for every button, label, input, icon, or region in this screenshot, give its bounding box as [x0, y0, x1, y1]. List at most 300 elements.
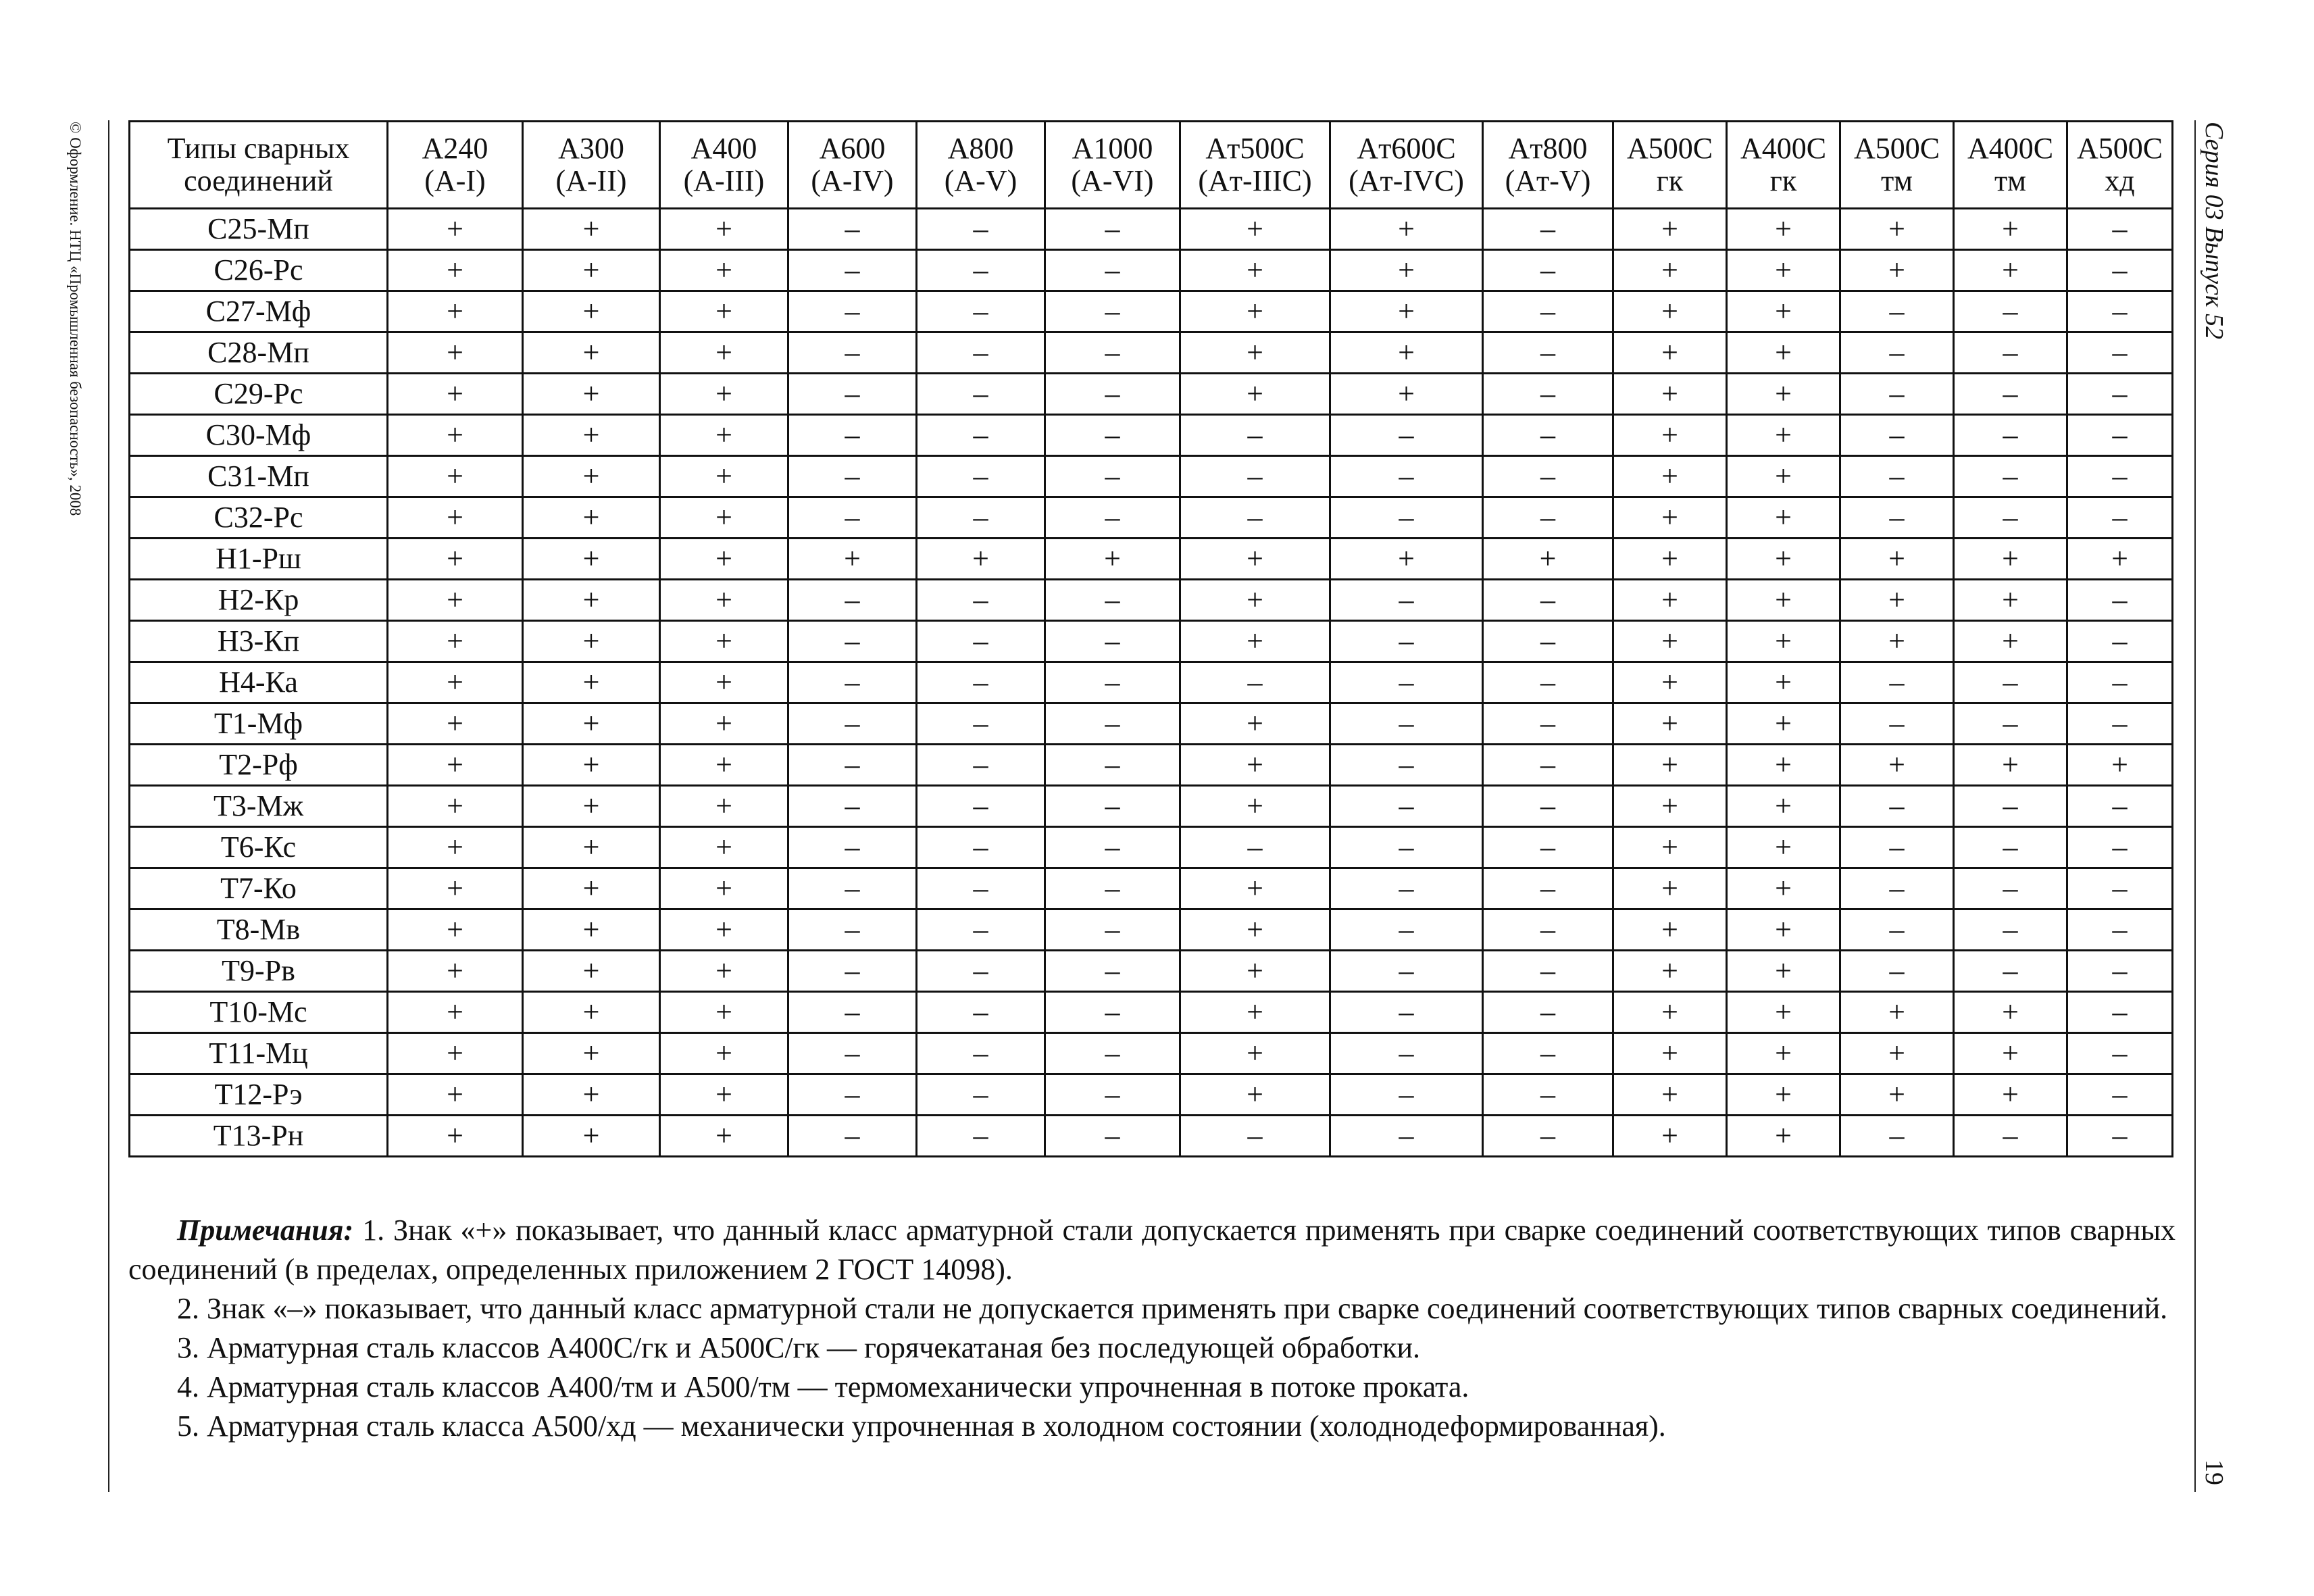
header-line-top: A400C — [1967, 132, 2054, 166]
weld-type-cell: C27-Мф — [130, 291, 388, 332]
compatibility-cell: + — [2067, 745, 2173, 786]
compatibility-cell: + — [1727, 415, 1840, 456]
compatibility-cell: + — [1840, 1074, 1954, 1116]
compatibility-cell: + — [523, 827, 660, 868]
weld-type-cell: T1-Мф — [130, 703, 388, 745]
header-line-bottom: гк — [1769, 164, 1797, 197]
header-line-top: Типы сварных — [167, 132, 350, 166]
compatibility-cell: + — [1727, 497, 1840, 539]
weld-type-cell: T10-Мс — [130, 992, 388, 1033]
compatibility-cell: + — [1727, 951, 1840, 992]
compatibility-cell: + — [1613, 909, 1727, 951]
compatibility-cell: + — [388, 456, 523, 497]
compatibility-cell: – — [1045, 250, 1180, 291]
compatibility-cell: – — [1483, 909, 1613, 951]
compatibility-cell: + — [660, 250, 788, 291]
compatibility-cell: + — [1954, 621, 2067, 662]
compatibility-cell: + — [388, 1116, 523, 1157]
compatibility-cell: + — [660, 1116, 788, 1157]
header-steel-class — [2067, 122, 2173, 209]
compatibility-cell: – — [917, 497, 1045, 539]
compatibility-cell: + — [523, 1116, 660, 1157]
compatibility-cell: + — [660, 209, 788, 250]
compatibility-cell: – — [1840, 374, 1954, 415]
compatibility-cell: – — [788, 1033, 917, 1074]
weld-type-cell: C26-Рс — [130, 250, 388, 291]
header-line-top: A240 — [422, 132, 488, 166]
compatibility-cell: + — [660, 1033, 788, 1074]
weld-type-cell: T13-Рн — [130, 1116, 388, 1157]
compatibility-cell: – — [1483, 250, 1613, 291]
compatibility-cell: + — [523, 868, 660, 909]
compatibility-cell: – — [1330, 951, 1483, 992]
header-line-bottom: (A-VI) — [1071, 164, 1154, 197]
table-row — [130, 456, 2173, 497]
note-1-text: 1. Знак «+» показывает, что данный класс арматурной стали допускается применять при сварке соединений соответствующих типов сварных соединений (в пределах, определенных приложением 2 ГОСТ 14098). — [128, 1214, 2176, 1286]
compatibility-cell: – — [1954, 827, 2067, 868]
header-line-bottom: (A-III) — [683, 164, 765, 197]
weld-type-cell: T12-Рэ — [130, 1074, 388, 1116]
compatibility-cell: – — [788, 1116, 917, 1157]
header-line-top: A400 — [690, 132, 757, 166]
page-number: 19 — [2200, 1460, 2228, 1485]
compatibility-cell: + — [1613, 374, 1727, 415]
compatibility-cell: + — [388, 539, 523, 580]
compatibility-cell: + — [660, 497, 788, 539]
compatibility-cell: + — [1613, 621, 1727, 662]
compatibility-cell: – — [917, 1033, 1045, 1074]
header-steel-class — [788, 122, 917, 209]
compatibility-cell: – — [1483, 662, 1613, 703]
weld-type-cell: T3-Мж — [130, 786, 388, 827]
compatibility-cell: + — [523, 1074, 660, 1116]
compatibility-cell: – — [788, 909, 917, 951]
weld-type-cell: T8-Мв — [130, 909, 388, 951]
compatibility-cell: + — [660, 662, 788, 703]
page-number-sidebar — [2199, 1460, 2233, 1507]
compatibility-cell: + — [523, 209, 660, 250]
right-margin-rule — [2194, 120, 2196, 1492]
compatibility-cell: + — [388, 250, 523, 291]
compatibility-cell: + — [1180, 1074, 1330, 1116]
compatibility-cell: – — [2067, 909, 2173, 951]
compatibility-cell: + — [1613, 703, 1727, 745]
table-row — [130, 497, 2173, 539]
note-1 — [128, 1211, 2175, 1289]
header-line-bottom: хд — [2105, 164, 2135, 197]
compatibility-cell: + — [523, 580, 660, 621]
compatibility-cell: + — [660, 745, 788, 786]
header-steel-class — [1045, 122, 1180, 209]
series-sidebar — [2199, 122, 2233, 365]
compatibility-cell: – — [1045, 621, 1180, 662]
weld-compatibility-table — [128, 120, 2173, 1157]
compatibility-cell: + — [1613, 745, 1727, 786]
weld-type-cell: H2-Кр — [130, 580, 388, 621]
compatibility-cell: + — [1613, 580, 1727, 621]
weld-type-cell: T2-Рф — [130, 745, 388, 786]
weld-type-cell: C28-Мп — [130, 332, 388, 374]
compatibility-cell: + — [523, 539, 660, 580]
table-header-row — [130, 122, 2173, 209]
compatibility-cell: – — [2067, 209, 2173, 250]
compatibility-cell: + — [1840, 250, 1954, 291]
compatibility-cell: – — [1840, 951, 1954, 992]
compatibility-cell: – — [2067, 332, 2173, 374]
compatibility-cell: + — [1180, 1033, 1330, 1074]
compatibility-cell: – — [2067, 291, 2173, 332]
header-steel-class — [388, 122, 523, 209]
compatibility-cell: – — [788, 374, 917, 415]
compatibility-cell: + — [1045, 539, 1180, 580]
compatibility-cell: + — [1180, 291, 1330, 332]
compatibility-cell: – — [1045, 1074, 1180, 1116]
compatibility-cell: – — [1330, 868, 1483, 909]
compatibility-cell: – — [788, 827, 917, 868]
compatibility-cell: + — [1840, 745, 1954, 786]
header-line-top: A300 — [558, 132, 624, 166]
compatibility-cell: – — [1483, 992, 1613, 1033]
compatibility-cell: – — [1483, 1116, 1613, 1157]
compatibility-cell: – — [1330, 621, 1483, 662]
compatibility-cell: + — [1727, 621, 1840, 662]
compatibility-cell: + — [523, 745, 660, 786]
compatibility-cell: + — [1180, 786, 1330, 827]
table-row — [130, 951, 2173, 992]
compatibility-cell: – — [788, 703, 917, 745]
compatibility-cell: – — [1045, 662, 1180, 703]
compatibility-cell: + — [1727, 1116, 1840, 1157]
compatibility-cell: – — [1330, 1074, 1483, 1116]
compatibility-cell: – — [2067, 1116, 2173, 1157]
compatibility-cell: – — [2067, 415, 2173, 456]
compatibility-cell: – — [1840, 497, 1954, 539]
header-line-top: A400C — [1740, 132, 1827, 166]
compatibility-cell: – — [1330, 703, 1483, 745]
compatibility-cell: + — [523, 951, 660, 992]
compatibility-cell: + — [388, 497, 523, 539]
compatibility-cell: – — [788, 250, 917, 291]
compatibility-cell: – — [1045, 868, 1180, 909]
compatibility-cell: + — [1727, 827, 1840, 868]
header-line-top: Aт500C — [1205, 132, 1305, 166]
compatibility-cell: + — [1954, 1074, 2067, 1116]
compatibility-cell: + — [388, 291, 523, 332]
compatibility-cell: + — [917, 539, 1045, 580]
compatibility-cell: + — [660, 827, 788, 868]
compatibility-cell: – — [1954, 497, 2067, 539]
header-line-bottom: (A-II) — [555, 164, 627, 197]
compatibility-cell: + — [523, 250, 660, 291]
compatibility-cell: – — [1330, 745, 1483, 786]
compatibility-cell: + — [1613, 539, 1727, 580]
weld-type-cell: H1-Рш — [130, 539, 388, 580]
compatibility-cell: – — [1180, 827, 1330, 868]
compatibility-cell: + — [1613, 209, 1727, 250]
compatibility-cell: + — [1180, 332, 1330, 374]
compatibility-cell: – — [1330, 456, 1483, 497]
compatibility-cell: + — [1180, 374, 1330, 415]
header-line-top: A500C — [1626, 132, 1713, 166]
table-row — [130, 580, 2173, 621]
compatibility-cell: + — [523, 786, 660, 827]
header-line-bottom: гк — [1656, 164, 1684, 197]
compatibility-cell: + — [388, 374, 523, 415]
compatibility-cell: – — [1045, 332, 1180, 374]
compatibility-cell: + — [523, 456, 660, 497]
compatibility-cell: + — [1330, 291, 1483, 332]
compatibility-cell: + — [388, 580, 523, 621]
compatibility-cell: – — [1330, 786, 1483, 827]
compatibility-cell: + — [660, 456, 788, 497]
header-line-top: A500C — [2076, 132, 2163, 166]
note-3: 3. Арматурная сталь классов A400C/гк и A500C/гк — горячекатаная без последующей обработки. — [177, 1331, 1421, 1364]
compatibility-cell: – — [788, 868, 917, 909]
header-line-top: A600 — [819, 132, 886, 166]
header-line-bottom: (Aт-V) — [1505, 164, 1591, 197]
compatibility-cell: – — [1045, 415, 1180, 456]
compatibility-cell: + — [523, 1033, 660, 1074]
compatibility-cell: – — [917, 868, 1045, 909]
compatibility-cell: – — [1840, 703, 1954, 745]
compatibility-cell: – — [1840, 786, 1954, 827]
compatibility-cell: + — [1330, 332, 1483, 374]
compatibility-cell: – — [1330, 909, 1483, 951]
compatibility-cell: + — [1954, 745, 2067, 786]
header-steel-class — [1180, 122, 1330, 209]
compatibility-cell: – — [1483, 1074, 1613, 1116]
compatibility-cell: + — [523, 497, 660, 539]
header-steel-class — [1727, 122, 1840, 209]
compatibility-cell: + — [1180, 621, 1330, 662]
compatibility-cell: + — [1727, 1033, 1840, 1074]
compatibility-cell: + — [1727, 703, 1840, 745]
compatibility-cell: + — [660, 580, 788, 621]
compatibility-cell: + — [388, 662, 523, 703]
compatibility-cell: – — [1045, 703, 1180, 745]
compatibility-cell: + — [388, 332, 523, 374]
compatibility-cell: + — [1483, 539, 1613, 580]
compatibility-cell: + — [660, 332, 788, 374]
weld-type-cell: C32-Рс — [130, 497, 388, 539]
compatibility-cell: + — [1840, 621, 1954, 662]
compatibility-cell: – — [2067, 992, 2173, 1033]
header-line-top: A500C — [1853, 132, 1940, 166]
compatibility-cell: + — [523, 992, 660, 1033]
compatibility-cell: – — [1045, 1033, 1180, 1074]
compatibility-cell: – — [1483, 951, 1613, 992]
compatibility-cell: – — [1483, 415, 1613, 456]
compatibility-cell: – — [2067, 580, 2173, 621]
compatibility-cell: – — [2067, 703, 2173, 745]
compatibility-cell: + — [1613, 415, 1727, 456]
compatibility-cell: – — [788, 332, 917, 374]
table-row — [130, 703, 2173, 745]
compatibility-cell: – — [1483, 786, 1613, 827]
compatibility-cell: – — [917, 621, 1045, 662]
compatibility-cell: + — [1727, 745, 1840, 786]
compatibility-cell: – — [1840, 291, 1954, 332]
compatibility-cell: – — [788, 745, 917, 786]
compatibility-cell: – — [1954, 374, 2067, 415]
weld-type-cell: C31-Мп — [130, 456, 388, 497]
compatibility-cell: + — [1330, 539, 1483, 580]
table-body — [130, 209, 2173, 1157]
compatibility-cell: – — [788, 786, 917, 827]
series-text: Серия 03 Выпуск 52 — [2200, 122, 2228, 340]
compatibility-cell: + — [2067, 539, 2173, 580]
compatibility-cell: + — [1330, 209, 1483, 250]
note-5: 5. Арматурная сталь класса A500/хд — механически упрочненная в холодном состоянии (холоднодеформированная). — [177, 1410, 1666, 1443]
note-2: 2. Знак «–» показывает, что данный класс арматурной стали не допускается применять при сварке соединений соответствующих типов сварных соединений. — [177, 1292, 2168, 1325]
compatibility-cell: – — [917, 291, 1045, 332]
compatibility-cell: – — [788, 621, 917, 662]
header-type-column — [130, 122, 388, 209]
compatibility-cell: – — [1840, 662, 1954, 703]
compatibility-cell: + — [388, 745, 523, 786]
compatibility-cell: – — [917, 909, 1045, 951]
copyright-text: © Оформление. НТЦ «Промышленная безопасность», 2008 — [67, 122, 84, 516]
header-line-bottom: (Aт-IIIC) — [1198, 164, 1312, 197]
compatibility-cell: – — [1330, 992, 1483, 1033]
compatibility-cell: – — [917, 374, 1045, 415]
compatibility-cell: + — [1954, 580, 2067, 621]
compatibility-cell: + — [388, 786, 523, 827]
header-steel-class — [1483, 122, 1613, 209]
compatibility-cell: + — [1727, 456, 1840, 497]
compatibility-cell: + — [1613, 291, 1727, 332]
notes-label: Примечания: — [177, 1214, 354, 1247]
compatibility-cell: + — [1840, 992, 1954, 1033]
compatibility-cell: – — [1954, 332, 2067, 374]
compatibility-cell: – — [2067, 786, 2173, 827]
compatibility-cell: + — [1613, 1074, 1727, 1116]
header-steel-class — [1840, 122, 1954, 209]
compatibility-cell: + — [1180, 992, 1330, 1033]
compatibility-cell: + — [1727, 374, 1840, 415]
compatibility-cell: + — [523, 374, 660, 415]
table-row — [130, 662, 2173, 703]
compatibility-cell: – — [917, 662, 1045, 703]
header-line-top: Aт800 — [1508, 132, 1588, 166]
compatibility-cell: – — [1954, 1116, 2067, 1157]
compatibility-cell: – — [1330, 1116, 1483, 1157]
compatibility-cell: – — [917, 1116, 1045, 1157]
compatibility-cell: + — [1613, 250, 1727, 291]
compatibility-cell: + — [1180, 745, 1330, 786]
compatibility-cell: – — [917, 415, 1045, 456]
compatibility-cell: + — [1840, 539, 1954, 580]
compatibility-cell: – — [1330, 580, 1483, 621]
compatibility-cell: + — [388, 1074, 523, 1116]
compatibility-cell: + — [1180, 209, 1330, 250]
compatibility-cell: + — [1727, 992, 1840, 1033]
compatibility-cell: + — [1180, 703, 1330, 745]
table-row — [130, 1116, 2173, 1157]
compatibility-cell: + — [1727, 580, 1840, 621]
compatibility-cell: – — [1483, 703, 1613, 745]
compatibility-cell: – — [1483, 291, 1613, 332]
compatibility-cell: + — [1613, 786, 1727, 827]
compatibility-cell: + — [660, 951, 788, 992]
compatibility-cell: – — [788, 415, 917, 456]
compatibility-cell: + — [1954, 539, 2067, 580]
compatibility-cell: + — [1727, 868, 1840, 909]
compatibility-cell: – — [1045, 992, 1180, 1033]
compatibility-cell: – — [788, 1074, 917, 1116]
compatibility-cell: – — [2067, 868, 2173, 909]
compatibility-cell: – — [1330, 1033, 1483, 1074]
compatibility-cell: – — [1045, 497, 1180, 539]
compatibility-cell: + — [1613, 662, 1727, 703]
compatibility-cell: – — [788, 662, 917, 703]
compatibility-cell: + — [523, 662, 660, 703]
compatibility-cell: + — [388, 703, 523, 745]
compatibility-cell: – — [1840, 827, 1954, 868]
compatibility-cell: – — [1045, 374, 1180, 415]
compatibility-cell: – — [1840, 909, 1954, 951]
compatibility-cell: + — [388, 209, 523, 250]
note-4: 4. Арматурная сталь классов A400/тм и A500/тм — термомеханически упрочненная в потоке проката. — [177, 1370, 1469, 1403]
compatibility-cell: – — [1483, 868, 1613, 909]
compatibility-cell: – — [1483, 1033, 1613, 1074]
compatibility-cell: – — [1180, 1116, 1330, 1157]
compatibility-cell: – — [2067, 621, 2173, 662]
compatibility-cell: + — [1180, 539, 1330, 580]
compatibility-cell: + — [1727, 662, 1840, 703]
compatibility-cell: – — [917, 332, 1045, 374]
compatibility-cell: – — [917, 580, 1045, 621]
compatibility-cell: + — [388, 909, 523, 951]
compatibility-cell: – — [917, 456, 1045, 497]
compatibility-cell: + — [1613, 868, 1727, 909]
header-line-bottom: тм — [1880, 164, 1913, 197]
compatibility-cell: + — [388, 1033, 523, 1074]
compatibility-cell: – — [1045, 827, 1180, 868]
compatibility-cell: – — [917, 209, 1045, 250]
compatibility-cell: – — [1840, 868, 1954, 909]
table-row — [130, 415, 2173, 456]
compatibility-cell: – — [1045, 786, 1180, 827]
compatibility-cell: – — [788, 992, 917, 1033]
notes-section — [128, 1211, 2175, 1446]
compatibility-cell: – — [2067, 374, 2173, 415]
compatibility-cell: – — [917, 703, 1045, 745]
compatibility-cell: – — [917, 250, 1045, 291]
compatibility-cell: – — [1483, 580, 1613, 621]
compatibility-cell: + — [1727, 786, 1840, 827]
header-line-bottom: (Aт-IVC) — [1349, 164, 1464, 197]
compatibility-cell: – — [1954, 456, 2067, 497]
compatibility-cell: + — [788, 539, 917, 580]
compatibility-cell: + — [523, 909, 660, 951]
compatibility-cell: + — [660, 868, 788, 909]
copyright-sidebar — [67, 122, 105, 824]
header-steel-class — [1330, 122, 1483, 209]
compatibility-cell: + — [1954, 1033, 2067, 1074]
compatibility-cell: – — [1180, 662, 1330, 703]
compatibility-cell: + — [660, 539, 788, 580]
header-steel-class — [917, 122, 1045, 209]
compatibility-cell: + — [388, 951, 523, 992]
weld-type-cell: H3-Кп — [130, 621, 388, 662]
table-row — [130, 786, 2173, 827]
compatibility-cell: – — [1954, 291, 2067, 332]
table-row — [130, 827, 2173, 868]
compatibility-cell: + — [388, 992, 523, 1033]
compatibility-cell: + — [1613, 827, 1727, 868]
table-row — [130, 332, 2173, 374]
